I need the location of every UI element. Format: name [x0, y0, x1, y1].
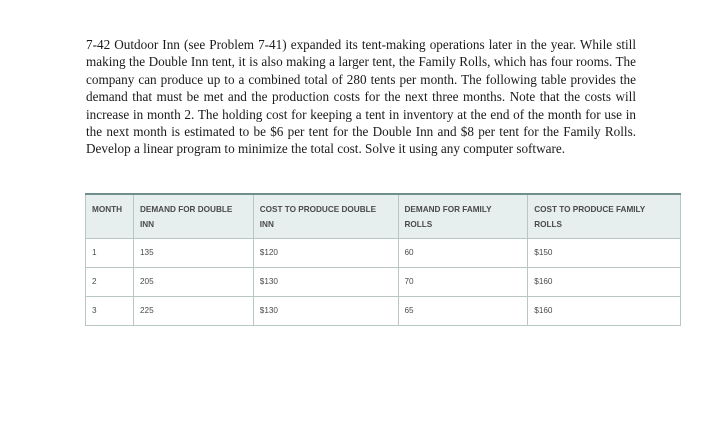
- cell-demand-family-rolls: 60: [398, 239, 528, 268]
- demand-cost-table: [85, 193, 681, 326]
- cell-cost-family-rolls: $150: [528, 239, 681, 268]
- table-row: [86, 297, 681, 326]
- cell-month: 2: [86, 268, 134, 297]
- header-demand-double-inn: DEMAND FOR DOUBLE INN: [133, 194, 253, 239]
- header-demand-family-rolls: DEMAND FOR FAMILY ROLLS: [398, 194, 528, 239]
- cell-month: 1: [86, 239, 134, 268]
- cell-demand-family-rolls: 70: [398, 268, 528, 297]
- header-month: MONTH: [86, 194, 134, 239]
- cell-month: 3: [86, 297, 134, 326]
- cell-demand-double-inn: 135: [133, 239, 253, 268]
- cell-cost-double-inn: $130: [253, 297, 398, 326]
- table-row: [86, 268, 681, 297]
- problem-statement: 7-42 Outdoor Inn (see Problem 7-41) expanded its tent-making operations later in the year. While still making the Double Inn tent, it is also making a larger tent, the Family Rolls, which has four rooms. The company can produce up to a combined total of 280 tents per month. The following table provides the demand that must be met and the production costs for the next three months. Note that the costs will increase in month 2. The holding cost for keeping a tent in inventory at the end of the month for use in the next month is estimated to be $6 per tent for the Double Inn and $8 per tent for the Family Rolls. Develop a linear program to minimize the total cost. Solve it using any computer software.: [86, 37, 636, 157]
- cell-cost-family-rolls: $160: [528, 268, 681, 297]
- cell-cost-double-inn: $130: [253, 268, 398, 297]
- cell-demand-double-inn: 205: [133, 268, 253, 297]
- cell-cost-family-rolls: $160: [528, 297, 681, 326]
- table-header-row: [86, 194, 681, 239]
- cell-demand-double-inn: 225: [133, 297, 253, 326]
- table-row: [86, 239, 681, 268]
- header-cost-family-rolls: COST TO PRODUCE FAMILY ROLLS: [528, 194, 681, 239]
- cell-demand-family-rolls: 65: [398, 297, 528, 326]
- cell-cost-double-inn: $120: [253, 239, 398, 268]
- header-cost-double-inn: COST TO PRODUCE DOUBLE INN: [253, 194, 398, 239]
